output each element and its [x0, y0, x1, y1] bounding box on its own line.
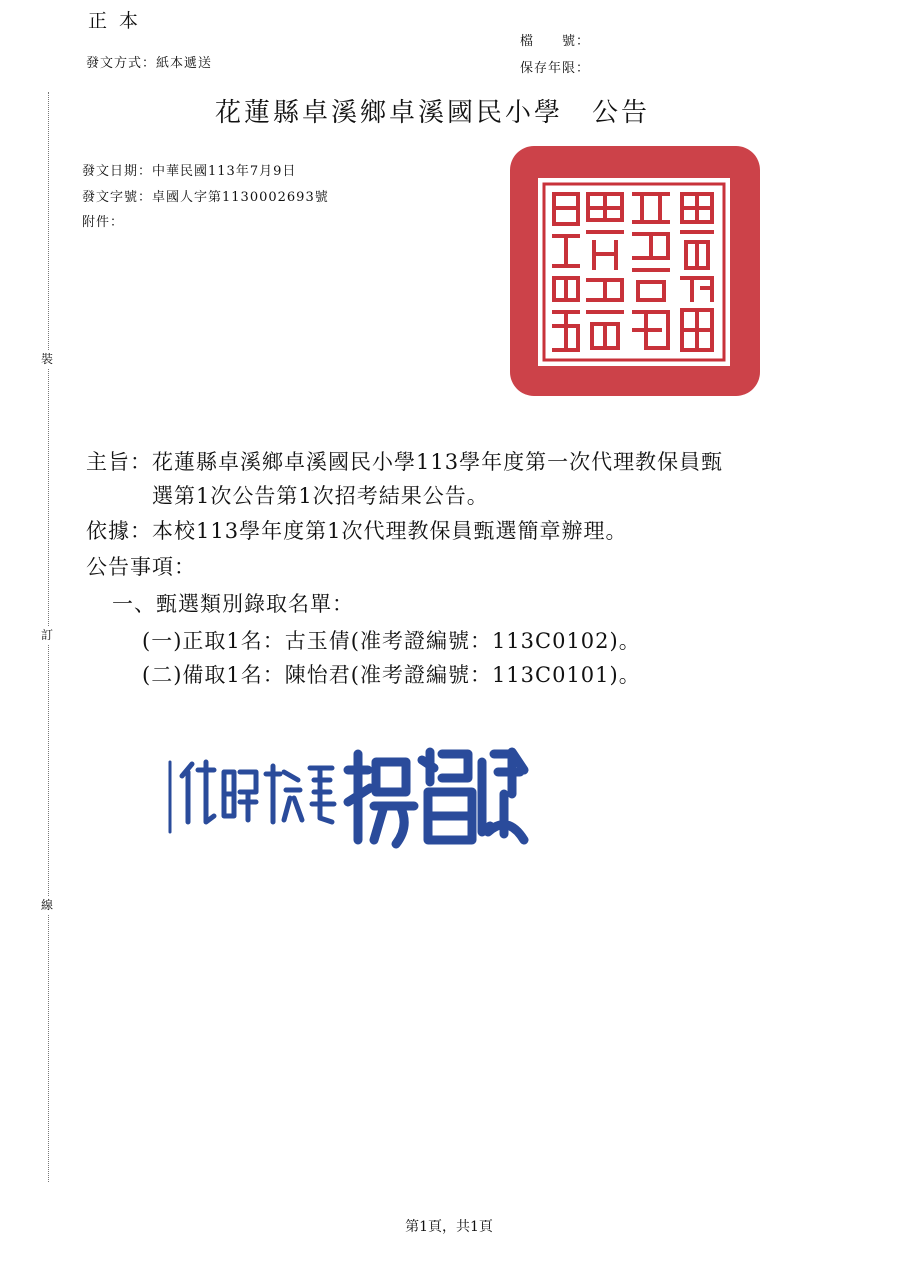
file-number-label: 檔 號：	[520, 34, 591, 49]
subject-line-2: 選第1次公告第1次招考結果公告。	[152, 484, 489, 508]
subject-line-1: 主旨：花蓮縣卓溪鄉卓溪國民小學113學年度第一次代理教保員甄	[86, 450, 724, 474]
admitted-primary: (一)正取1名：古玉倩(准考證編號：113C0102)。	[142, 629, 641, 653]
basis-statement: 依據：本校113學年度第1次代理教保員甄選簡章辦理。	[86, 519, 628, 543]
retention-period-label: 保存年限：	[520, 61, 591, 76]
item-one-heading: 一、甄選類別錄取名單：	[112, 592, 354, 616]
send-method: 發文方式：紙本遞送	[86, 56, 213, 71]
attachment-label: 附件：	[82, 215, 125, 230]
binding-mark-zhuang: 裝	[41, 352, 54, 366]
document-title: 花蓮縣卓溪鄉卓溪國民小學 公告	[215, 98, 651, 128]
binding-mark-xian: 線	[41, 898, 54, 912]
principal-signature-stamp	[160, 732, 530, 857]
official-seal	[506, 142, 764, 400]
announcement-items-heading: 公告事項：	[86, 555, 196, 579]
page-number: 第1頁，共1頁	[405, 1219, 493, 1235]
issue-date: 發文日期：中華民國113年7月9日	[82, 164, 297, 179]
admitted-alternate: (二)備取1名：陳怡君(准考證編號：113C0101)。	[142, 663, 641, 687]
copy-type-label: 正本	[88, 10, 151, 32]
binding-mark-ding: 訂	[41, 628, 54, 642]
issue-number: 發文字號：卓國人字第1130002693號	[82, 190, 329, 205]
